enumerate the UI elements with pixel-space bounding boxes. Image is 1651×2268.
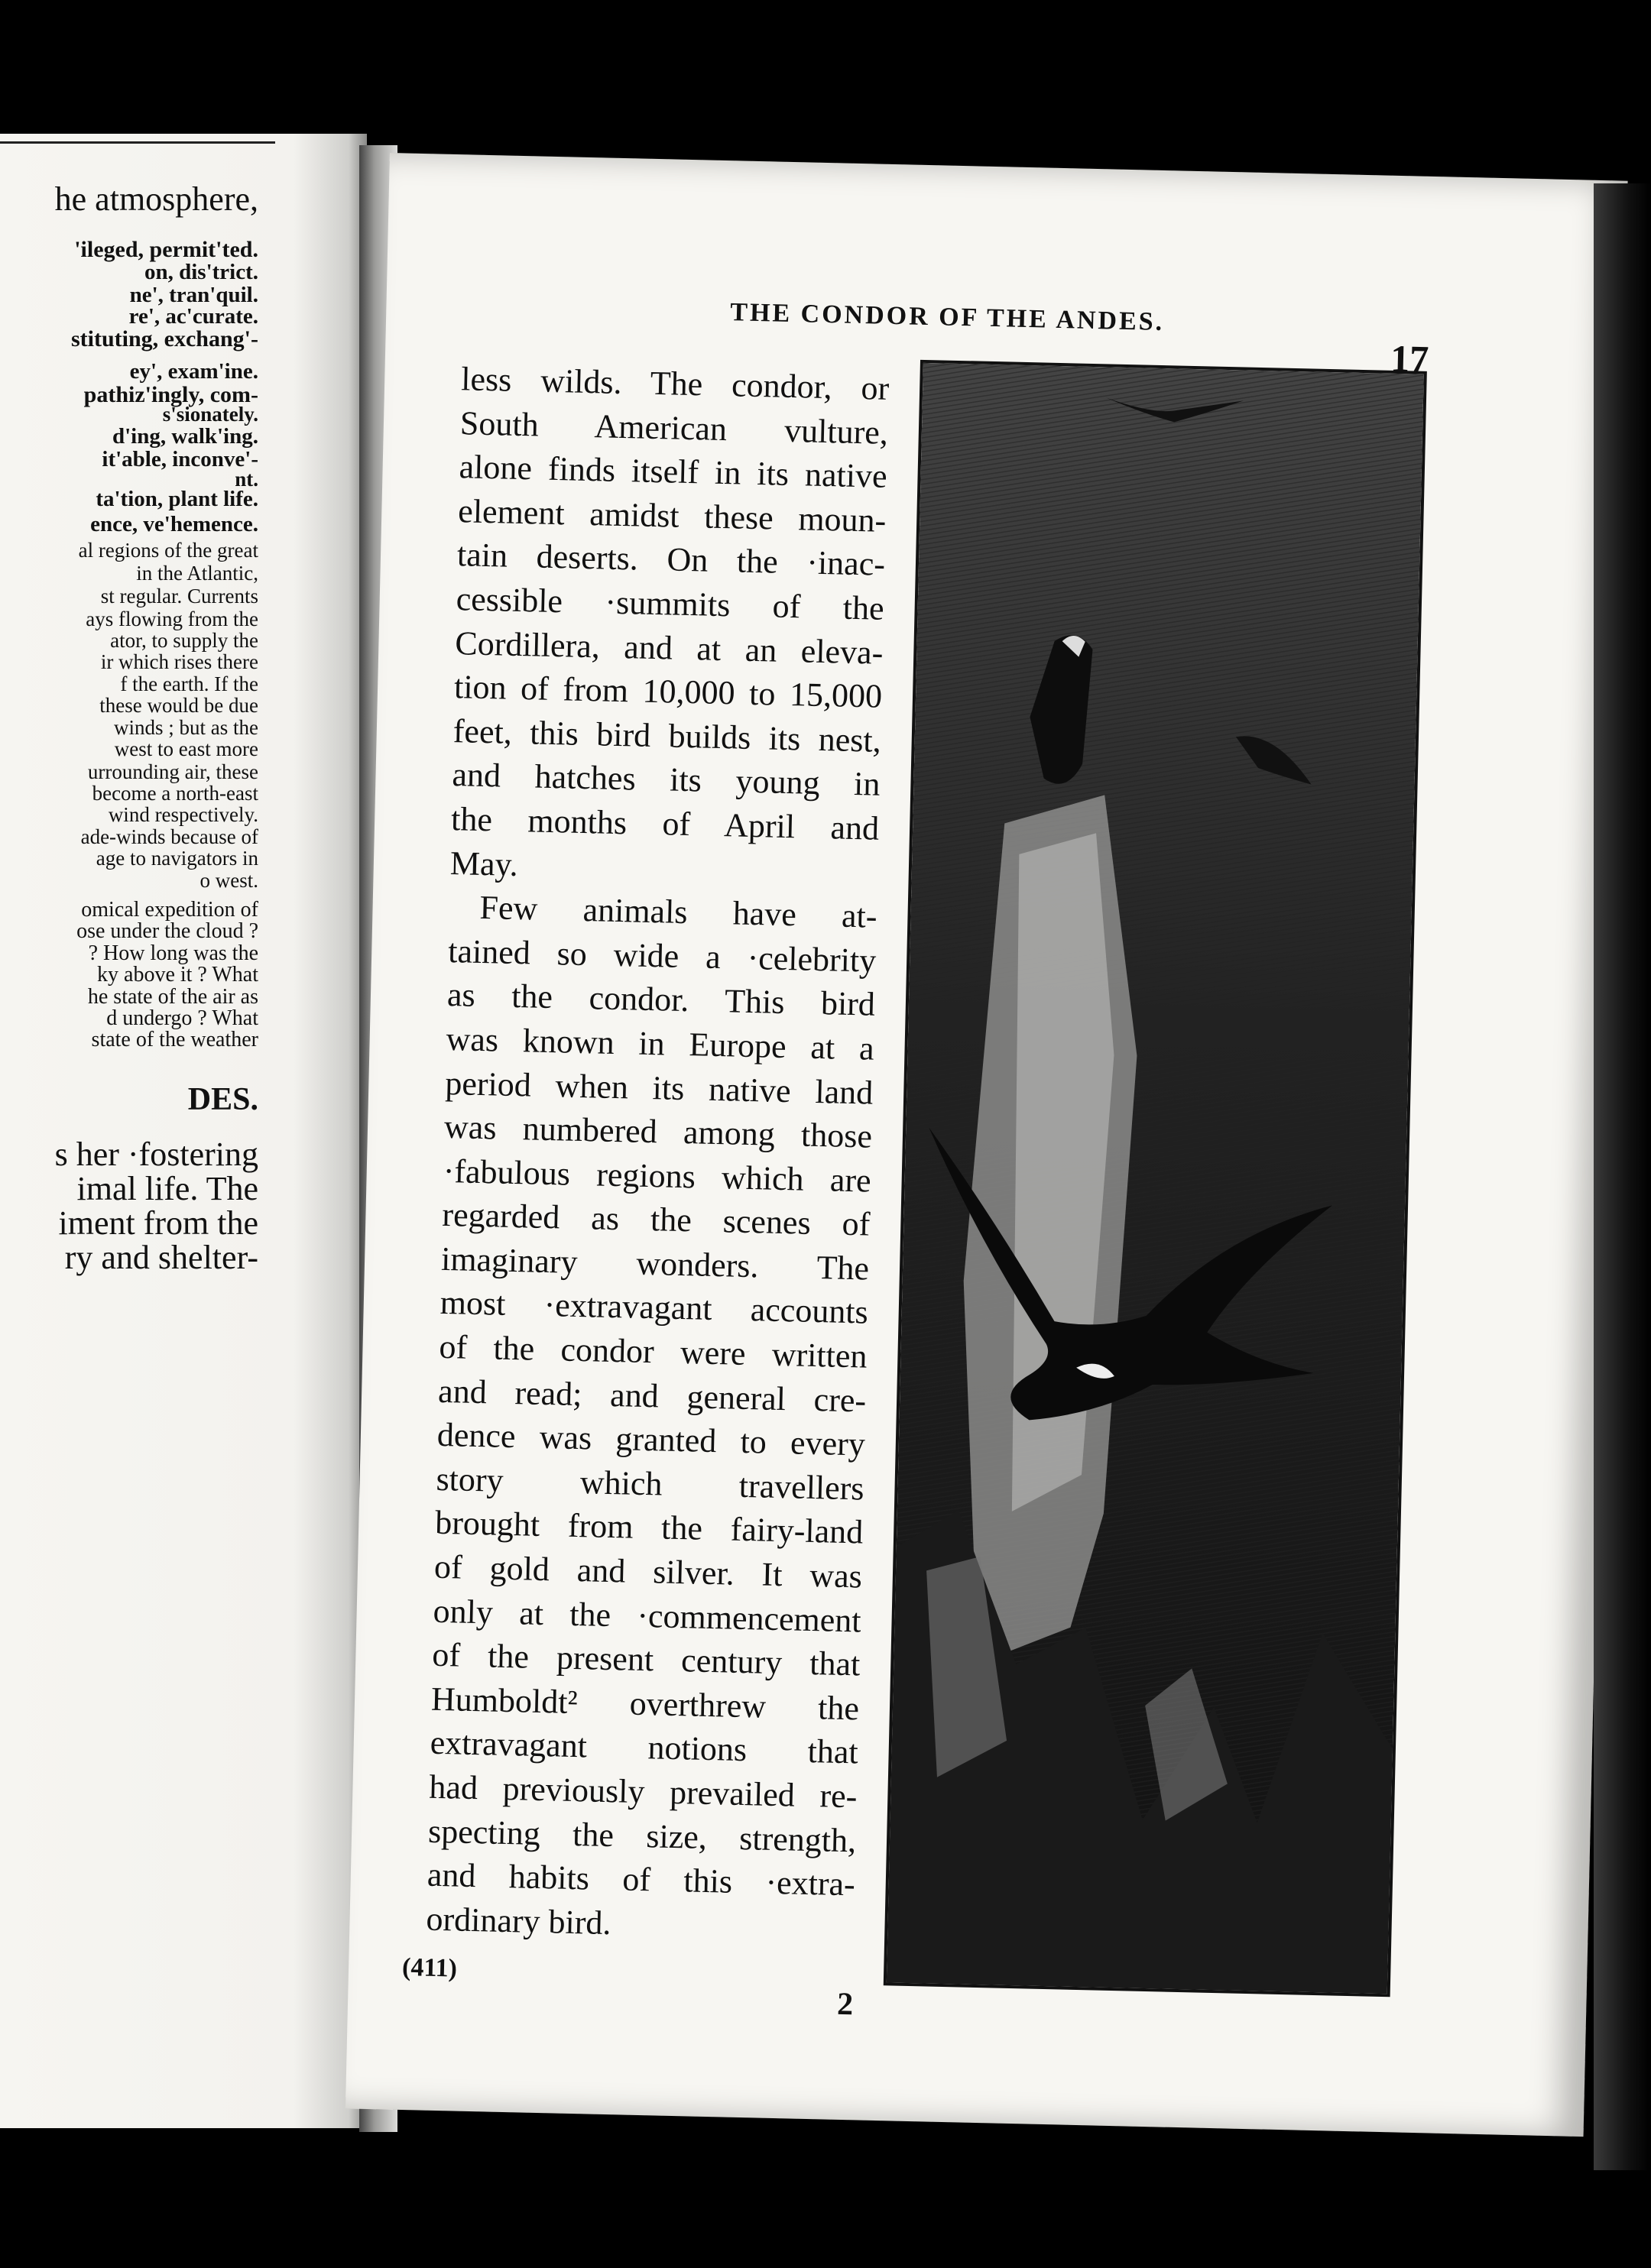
left-page-line: omical expedition of (81, 898, 258, 922)
body-text-line: tain deserts. On the ·inac- (456, 536, 886, 584)
left-page-line: ade-winds because of (80, 825, 258, 848)
left-page-line: ose under the cloud ? (76, 919, 258, 943)
body-text-line: dence was granted to every (436, 1416, 866, 1463)
body-text-line: of gold and silver. It was (433, 1547, 863, 1596)
body-text-line: alone finds itself in its native (459, 448, 888, 496)
left-page-line: f the earth. If the (120, 672, 258, 695)
body-text-line: imaginary wonders. The (440, 1239, 870, 1288)
body-text-line: element amidst these moun- (457, 491, 887, 539)
left-page-line: he atmosphere, (54, 180, 258, 218)
body-text-line: had previously prevailed re- (428, 1767, 858, 1816)
left-page-line: nt. (235, 468, 258, 491)
page-number: 17 (1390, 336, 1429, 381)
left-page-line: d'ing, walk'ing. (112, 424, 258, 449)
left-page-line: become a north-east (92, 782, 258, 805)
left-page-line: in the Atlantic, (136, 562, 258, 585)
left-page-line: iment from the (58, 1204, 258, 1242)
left-page-line: ne', tran'quil. (129, 283, 258, 307)
left-page-line: he state of the air as (87, 985, 258, 1009)
body-text-line: and hatches its young in (451, 756, 881, 804)
body-text-line: only at the ·commencement (433, 1592, 862, 1640)
left-page-line: pathiz'ingly, com- (83, 382, 258, 407)
left-page-line: o west. (199, 869, 258, 892)
body-text-line: Few animals have at- (479, 889, 878, 935)
left-page-line: s her ·fostering (54, 1136, 258, 1173)
body-text-line: ordinary bird. (426, 1900, 612, 1942)
condor-illustration (884, 360, 1427, 1997)
left-page-line: al regions of the great (78, 539, 258, 562)
left-page-line: urrounding air, these (87, 760, 258, 783)
body-text-line: tion of from 10,000 to 15,000 (453, 668, 883, 715)
left-page-line: DES. (187, 1082, 258, 1117)
left-page-line: d undergo ? What (106, 1006, 258, 1030)
left-page-line: ry and shelter- (64, 1239, 258, 1276)
left-page-line: ta'tion, plant life. (96, 487, 258, 511)
signature-mark: 2 (836, 1986, 854, 2023)
left-page-line: ator, to supply the (110, 629, 258, 652)
body-text-line: feet, this bird builds its nest, (452, 711, 882, 760)
left-page-line: on, dis'trict. (144, 260, 258, 284)
body-text-line: of the present century that (431, 1635, 861, 1683)
body-text-line: Humboldt² overthrew the (430, 1680, 860, 1728)
left-page (0, 134, 367, 2128)
body-text-line: brought from the fairy-land (434, 1504, 864, 1551)
body-text-line: less wilds. The condor, or (460, 360, 890, 407)
left-page-line: st regular. Currents (100, 585, 258, 608)
body-text-line: was known in Europe at a (446, 1019, 875, 1068)
left-page-line: it'able, inconve'- (102, 447, 258, 471)
left-page-line: 'ileged, permit'ted. (74, 237, 258, 262)
left-page-line: ky above it ? What (97, 963, 258, 987)
left-page-line: winds ; but as the (114, 716, 258, 739)
right-page (345, 153, 1628, 2137)
left-page-line: west to east more (114, 737, 258, 760)
body-text-line: specting the size, strength, (427, 1812, 857, 1859)
body-text-line: tained so wide a ·celebrity (447, 932, 877, 980)
left-page-line: wind respectively. (108, 803, 258, 826)
printer-signature: (411) (401, 1952, 458, 1983)
body-text-line: Cordillera, and at an eleva- (454, 624, 884, 672)
left-page-line: these would be due (99, 694, 258, 717)
left-page-line: age to navigators in (96, 847, 258, 870)
body-text-line: cessible ·summits of the (456, 580, 885, 627)
body-text-line: ·fabulous regions which are (443, 1152, 872, 1200)
left-page-line: ? How long was the (88, 941, 258, 965)
body-text (426, 357, 890, 1951)
left-page-line: state of the weather (91, 1028, 258, 1051)
left-page-line: re', ac'curate. (128, 304, 258, 329)
left-page-line: s'sionately. (162, 403, 258, 426)
left-page-line: ir which rises there (100, 650, 258, 673)
body-text-line: most ·extravagant accounts (440, 1284, 869, 1332)
body-text-line: story which travellers (436, 1460, 865, 1508)
left-page-line: imal life. The (76, 1170, 258, 1207)
body-text-line: regarded as the scenes of (441, 1196, 871, 1243)
running-head: THE CONDOR OF THE ANDES. (729, 298, 1165, 337)
body-text-line: and habits of this ·extra- (427, 1855, 856, 1904)
left-page-rule (0, 141, 275, 144)
left-page-line: stituting, exchang'- (70, 326, 258, 352)
body-text-line: of the condor were written (439, 1327, 868, 1375)
body-text-line: South American vulture, (459, 403, 889, 452)
body-text-line: the months of April and (450, 799, 880, 847)
body-text-line: was numbered among those (443, 1108, 873, 1155)
left-page-line: ence, ve'hemence. (90, 512, 258, 536)
book-fore-edge (1594, 183, 1651, 2170)
body-text-line: May. (449, 844, 519, 883)
body-text-line: extravagant notions that (430, 1724, 859, 1771)
left-page-line: ays flowing from the (86, 608, 258, 630)
body-text-line: as the condor. This bird (446, 976, 876, 1023)
left-page-line: ey', exam'ine. (129, 359, 258, 384)
body-text-line: and read; and general cre- (437, 1372, 867, 1420)
body-text-line: period when its native land (444, 1064, 874, 1112)
